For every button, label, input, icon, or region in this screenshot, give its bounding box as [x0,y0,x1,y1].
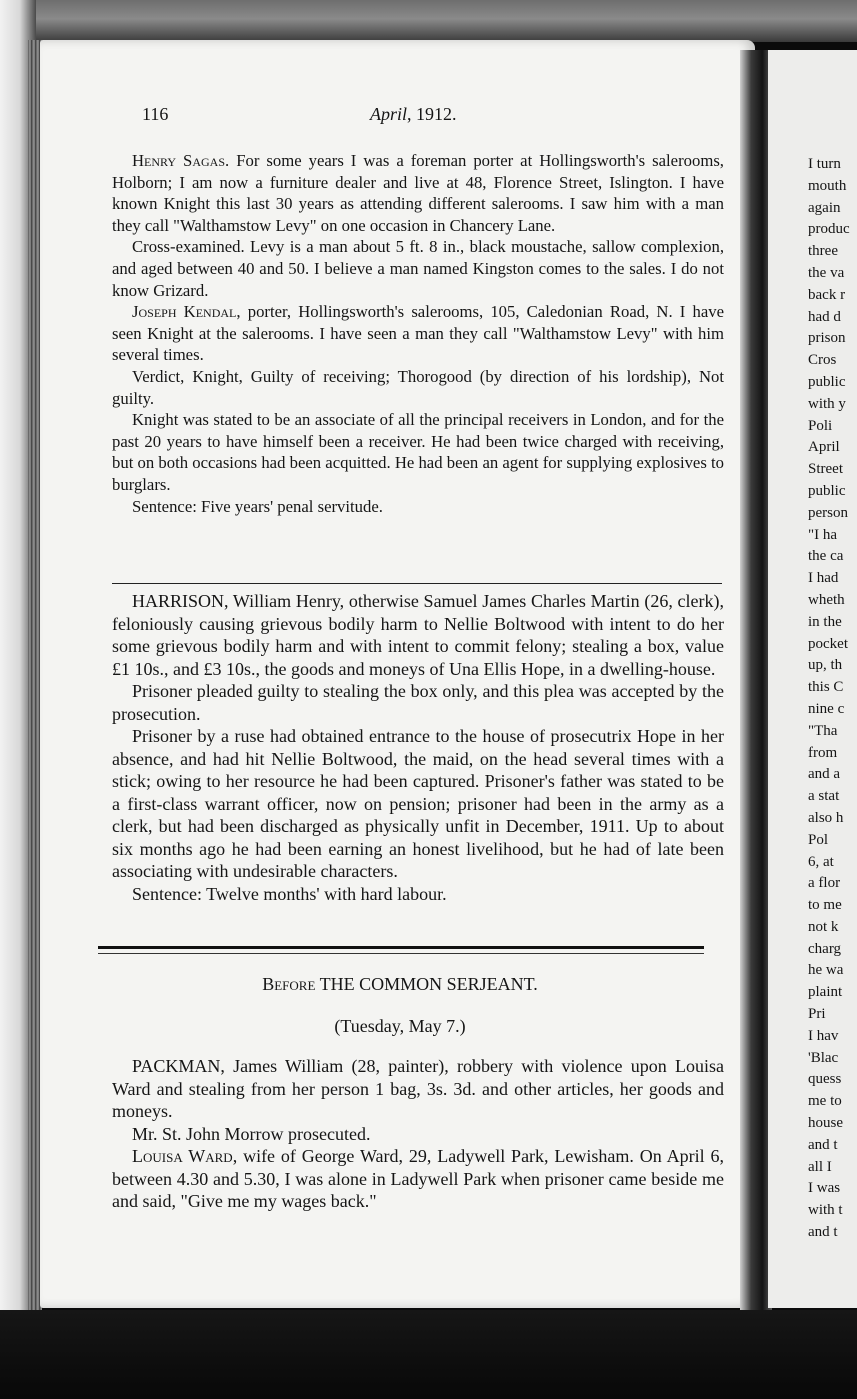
right-page-line: I had [808,570,839,587]
page-header [142,104,702,130]
right-page-fragment [768,50,857,1308]
witness-name: Joseph Kendal, [132,302,241,322]
right-page-line: I was [808,1180,841,1197]
paragraph-prosecutor: Mr. St. John Morrow prosecuted. [132,1123,371,1144]
right-page-line: and a [808,766,841,783]
paragraph-cross-examined: Cross-examined. Levy is a man about 5 ft. 8 in., black moustache, sallow complexion, and aged between 40 and 50. I believe a man named Kingston comes to the sales. I do not know Grizard. [112,237,724,300]
harrison-case [112,590,724,905]
right-page-line: Poli [808,417,833,434]
paragraph-packman-charge: PACKMAN, James William (28, painter), robbery with violence upon Louisa Ward and stealing from her person 1 bag, 3s. 3d. and other articles, her goods and moneys. [112,1056,724,1121]
packman-case [112,1055,724,1213]
right-page-line: 'Blac [808,1049,839,1066]
right-page-line: had d [808,308,841,325]
paragraph-sentence: Sentence: Five years' penal servitude. [132,496,383,516]
testimony-section [112,150,724,517]
paragraph-joseph-kendal [112,301,724,366]
right-page-line: I hav [808,1027,839,1044]
sitting-date: (Tuesday, May 7.) [334,1016,466,1036]
right-page-line: the ca [808,548,844,565]
paragraph-knight-record: Knight was stated to be an associate of all the principal receivers in London, and for the past 20 years to have himself been a receiver. He had been twice charged with receiving, but on both occasions had been acquitted. He had been an agent for supplying explosives to burglars. [112,410,724,494]
page-date-year: , 1912. [407,104,457,124]
right-page-line: Pol [808,831,829,848]
page-number: 116 [142,104,169,124]
right-page-line: person [808,504,848,521]
right-page-line: public [808,373,846,390]
scan-bottom-edge [0,1310,857,1399]
scan-top-edge [0,0,857,42]
right-page-line: Street [808,461,843,478]
right-page-line: he wa [808,962,844,979]
right-page-line: back r [808,286,846,303]
right-page-line: and t [808,1136,838,1153]
right-page-line: I turn [808,156,841,172]
thin-rule [98,953,704,954]
right-page-line: three [808,243,838,260]
paragraph-text: For some years I was a foreman porter at Hollingsworth's salerooms, Holborn; I am now a furniture dealer and live at 48, Florence Street, Islington. I have known Knight this last 30 years as attending different salerooms. I saw him with a man they call "Walthamstow Levy" on one occasion in Chancery Lane. [112,151,724,235]
right-page-line: this C [808,679,844,696]
right-page-line: again [808,199,841,216]
right-page-line: a stat [808,788,840,805]
court-heading [100,974,700,995]
right-page-line: prison [808,330,846,347]
paragraph-text: wife of George Ward, 29, Ladywell Park, Lewisham. On April 6, between 4.30 and 5.30, I was alone in Ladywell Park when prisoner came beside me and said, "Give me my wages back." [112,1146,724,1211]
page-date [370,104,457,125]
right-page-line: Cros [808,352,837,369]
right-page-line: up, th [808,657,843,674]
heavy-rule [98,946,704,949]
right-page-line: plaint [808,984,843,1001]
right-page-line: and t [808,1224,838,1241]
witness-name: Louisa Ward, [132,1146,238,1166]
page-date-month: April [370,104,408,124]
right-page-line: also h [808,809,844,826]
right-page-line: 6, at [808,853,834,870]
right-page-line: a flor [808,875,841,892]
heading-before: Before [262,974,316,994]
right-page-line: "I ha [808,526,838,543]
right-page-line: all I [808,1158,832,1175]
witness-name: Henry Sagas. [132,151,230,170]
paragraph-harrison-charge: HARRISON, William Henry, otherwise Samuel James Charles Martin (26, clerk), feloniously causing grievous bodily harm to Nellie Boltwood with intent to do her some grievous bodily harm and with intent to commit felony; stealing a box, value £1 10s., and £3 10s., the goods and moneys of Una Ellis Hope, in a dwelling-house. [112,591,724,679]
right-page-line: public [808,482,846,499]
section-divider [112,583,722,584]
right-page-line: produc [808,221,850,238]
right-page-line: me to [808,1093,842,1110]
heading-title: THE COMMON SERJEANT. [315,974,538,994]
right-page-line: nine c [808,700,845,717]
paragraph-henry-sagas [112,150,724,236]
right-page-line: charg [808,940,842,957]
paragraph-harrison-details: Prisoner by a ruse had obtained entrance to the house of prosecutrix Hope in her absence, and had hit Nellie Boltwood, the maid, on the head several times with a stick; owing to her resource he had been captured. Prisoner's father was stated to be a first-class warrant officer, now on pension; prisoner had been in the army as a clerk, but had been discharged as physically unfit in December, 1911. Up to about six months ago he had been earning an honest livelihood, but he had of late been associating with undesirable characters. [112,726,724,881]
paragraph-harrison-plea: Prisoner pleaded guilty to stealing the box only, and this plea was accepted by the prosecution. [112,681,724,724]
right-page-lines [808,154,857,1244]
right-page-line: in the [808,613,842,630]
right-page-line: Pri [808,1006,826,1023]
right-page-line: to me [808,897,842,914]
right-page-line: "Tha [808,722,838,739]
paragraph-louisa-ward [112,1145,724,1213]
paragraph-harrison-sentence: Sentence: Twelve months' with hard labour. [132,883,447,904]
paragraph-verdict: Verdict, Knight, Guilty of receiving; Thorogood (by direction of his lordship), Not guilty. [112,366,724,408]
right-page-line: April [808,439,840,456]
right-page-line: the va [808,264,845,281]
right-page-line: from [808,744,838,761]
right-page-line: quess [808,1071,842,1088]
right-page-line: wheth [808,591,845,608]
paragraph-text: porter, Hollingsworth's salerooms, 105, Caledonian Road, N. I have seen Knight at the salerooms. I have seen a man they call "Walthamstow Levy" with him several times. [112,302,725,365]
right-page-line: mouth [808,177,847,194]
right-page-line: with t [808,1202,843,1219]
right-page-line: pocket [808,635,848,652]
right-page-line: with y [808,395,846,412]
right-page-line: house [808,1115,843,1132]
right-page-line: not k [808,918,839,935]
